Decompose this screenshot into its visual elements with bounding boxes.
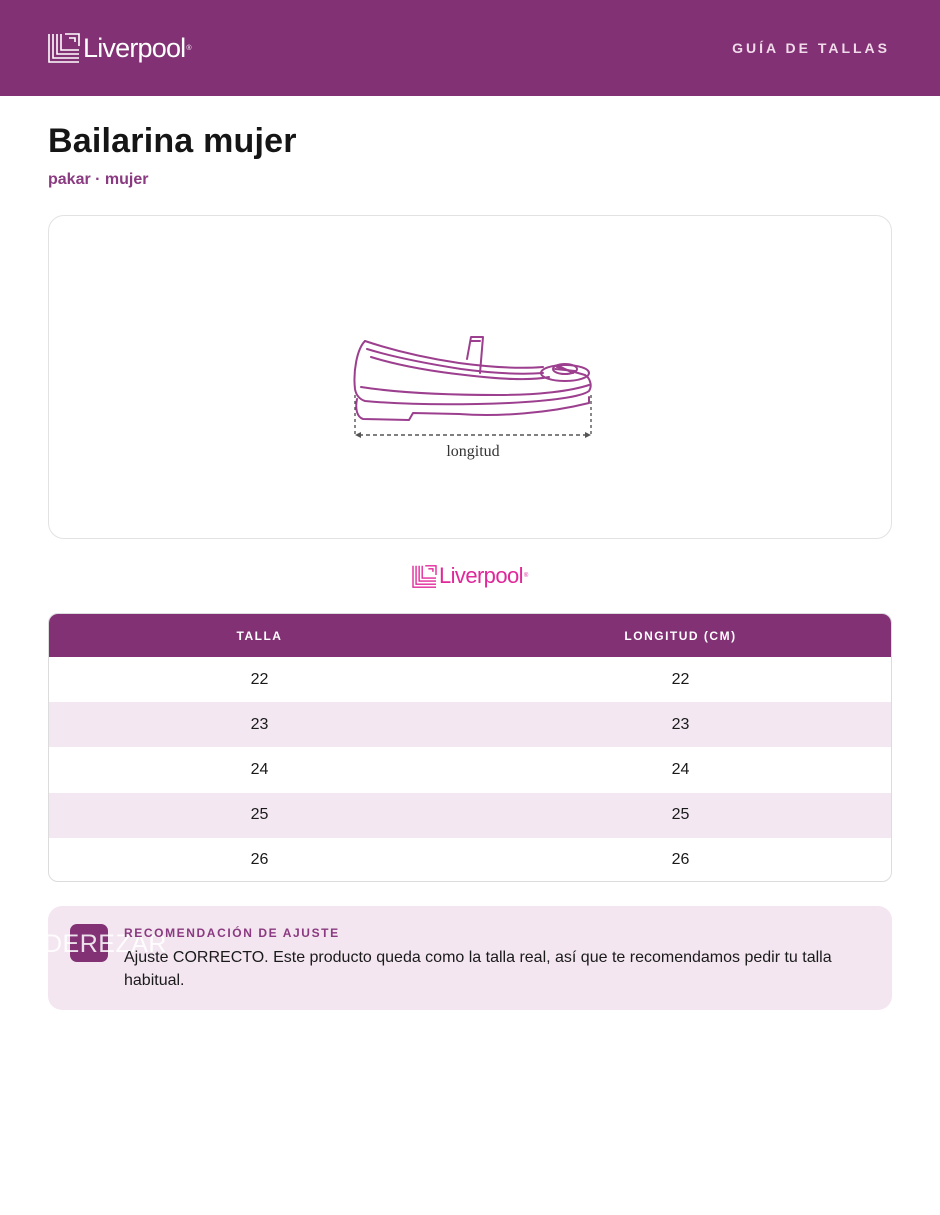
length-cell: 23 (671, 715, 690, 733)
liverpool-logo[interactable] (48, 30, 192, 66)
page-header (0, 0, 940, 96)
length-column-header: LONGITUD (CM) (624, 628, 737, 643)
table-row (49, 747, 891, 792)
page-title: Bailarina mujer (48, 122, 297, 160)
ballerina-flat-shoe-icon (349, 321, 599, 471)
length-cell: 24 (671, 760, 690, 778)
brand-logo (412, 562, 528, 590)
table-row (49, 838, 891, 882)
brand-logo-registered-mark: ® (523, 573, 529, 579)
size-guide-link[interactable]: GUÍA DE TALLAS (732, 40, 890, 56)
length-label: longitud (446, 443, 500, 460)
length-cell: 26 (671, 851, 690, 869)
length-cell: 25 (671, 806, 690, 824)
liverpool-logo-text: Liverpool (83, 33, 186, 63)
size-cell: 23 (250, 715, 269, 733)
shoe-illustration-card (48, 215, 892, 539)
registered-mark: ® (186, 44, 192, 52)
fit-recommendation-text: Ajuste CORRECTO. Este producto queda como la talla real, así que te recomendamos pedir tu talla habitual. (124, 949, 832, 989)
size-table-header-row (49, 614, 891, 657)
brand-logo-text: Liverpool (439, 563, 523, 588)
table-row (49, 793, 891, 838)
liverpool-pink-logo-mark-icon (412, 565, 437, 588)
size-cell: 26 (250, 851, 269, 869)
length-cell: 22 (671, 670, 690, 688)
size-column-header: TALLA (236, 628, 283, 643)
liverpool-logo-mark-icon (48, 33, 80, 63)
fit-recommendation-label: RECOMENDACIÓN DE AJUSTE (124, 926, 340, 940)
size-cell: 25 (250, 806, 269, 824)
table-row (49, 702, 891, 747)
table-row (49, 657, 891, 702)
product-subtitle: pakar · mujer (48, 171, 149, 188)
fit-overlay-text: DEREZAR (44, 930, 167, 958)
size-cell: 22 (250, 670, 269, 688)
size-cell: 24 (250, 760, 269, 778)
fit-recommendation-card (44, 906, 892, 1010)
size-table (48, 613, 892, 882)
